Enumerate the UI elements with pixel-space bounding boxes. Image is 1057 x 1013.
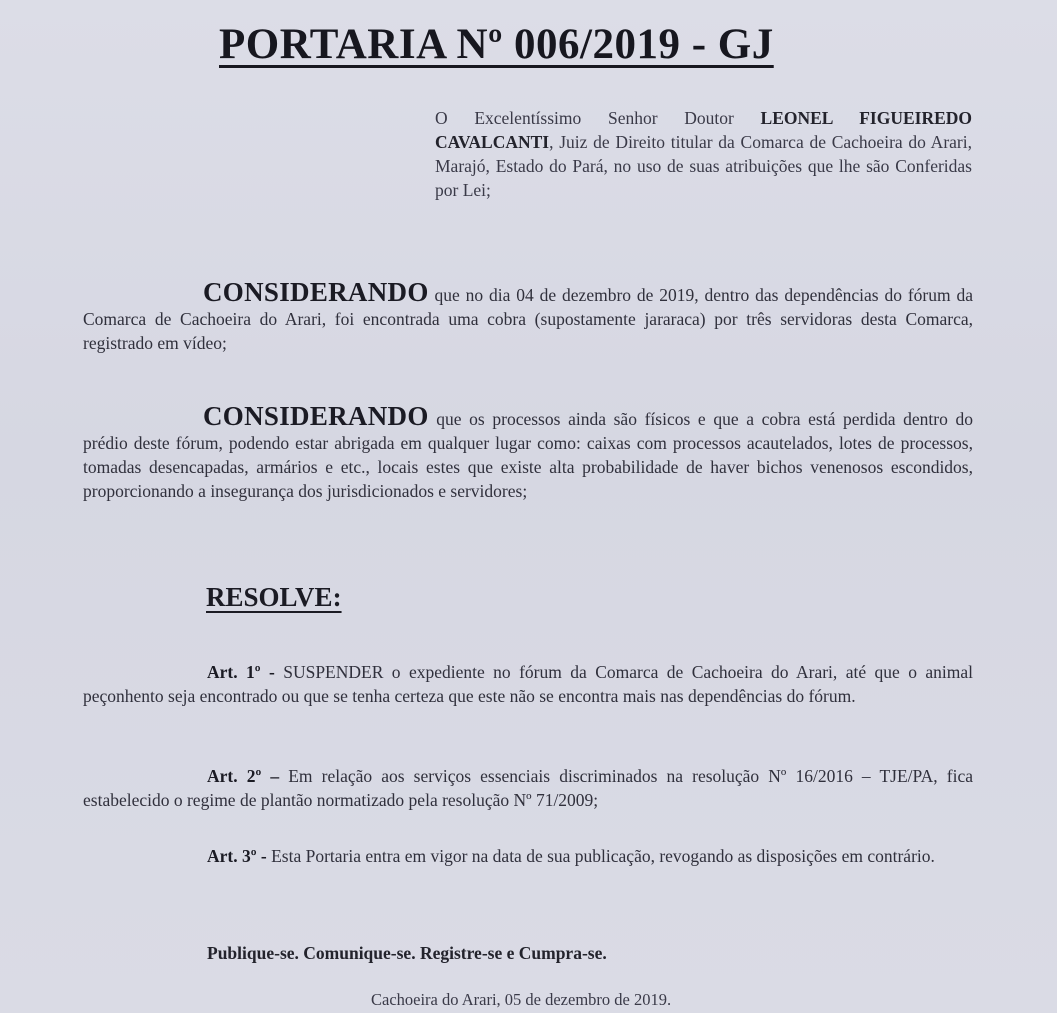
considerando-keyword: CONSIDERANDO: [203, 401, 429, 431]
article-text: SUSPENDER o expediente no fórum da Comarca de Cachoeira do Arari, até que o animal peçonhento seja encontrado ou que se tenha certeza que este não se encontra mais nas dependências do fórum.: [83, 662, 973, 706]
article-label: Art. 3º -: [207, 846, 267, 866]
document-title: PORTARIA Nº 006/2019 - GJ: [219, 21, 774, 68]
considerando-text: que os processos ainda são físicos e que a cobra está perdida dentro do prédio deste fórum, podendo estar abrigada em qualquer lugar como: caixas com processos acautelados, lotes de processos, tomadas desencapadas, armários e etc., locais estes que existe alta probabilidade de haver bichos venenosos escondidos, proporcionando a insegurança dos jurisdicionados e servidores;: [83, 409, 973, 501]
preamble-lead: O Excelentíssimo Senhor Doutor: [435, 108, 734, 128]
resolve-heading: RESOLVE:: [206, 582, 342, 612]
preamble-rest: , Juiz de Direito titular da Comarca de Cachoeira do Arari, Marajó, Estado do Pará, no uso de suas atribuições que lhe são Conferidas por Lei;: [435, 132, 972, 200]
article-label: Art. 2º –: [207, 766, 280, 786]
considerando-keyword: CONSIDERANDO: [203, 277, 429, 307]
article-text: Em relação aos serviços essenciais discriminados na resolução Nº 16/2016 – TJE/PA, fica estabelecido o regime de plantão normatizado pela resolução Nº 71/2009;: [83, 766, 974, 810]
closing-formula: Publique-se. Comunique-se. Registre-se e Cumpra-se.: [207, 943, 607, 963]
judge-name: LEONEL FIGUEIREDO CAVALCANTI: [435, 108, 972, 152]
considerando-text: que no dia 04 de dezembro de 2019, dentro das dependências do fórum da Comarca de Cachoeira do Arari, foi encontrada uma cobra (supostamente jararaca) por três servidoras desta Comarca, registrado em vídeo;: [83, 285, 973, 353]
considerando-paragraph-1: [83, 277, 973, 355]
dateline: Cachoeira do Arari, 05 de dezembro de 2019.: [371, 990, 672, 1009]
article-1: [83, 660, 973, 708]
article-label: Art. 1º -: [207, 662, 275, 682]
article-3: [83, 844, 973, 868]
preamble-paragraph: [435, 106, 972, 202]
considerando-paragraph-2: [83, 401, 973, 503]
article-text: Esta Portaria entra em vigor na data de sua publicação, revogando as disposições em contrário.: [266, 846, 935, 866]
article-2: [83, 764, 973, 812]
